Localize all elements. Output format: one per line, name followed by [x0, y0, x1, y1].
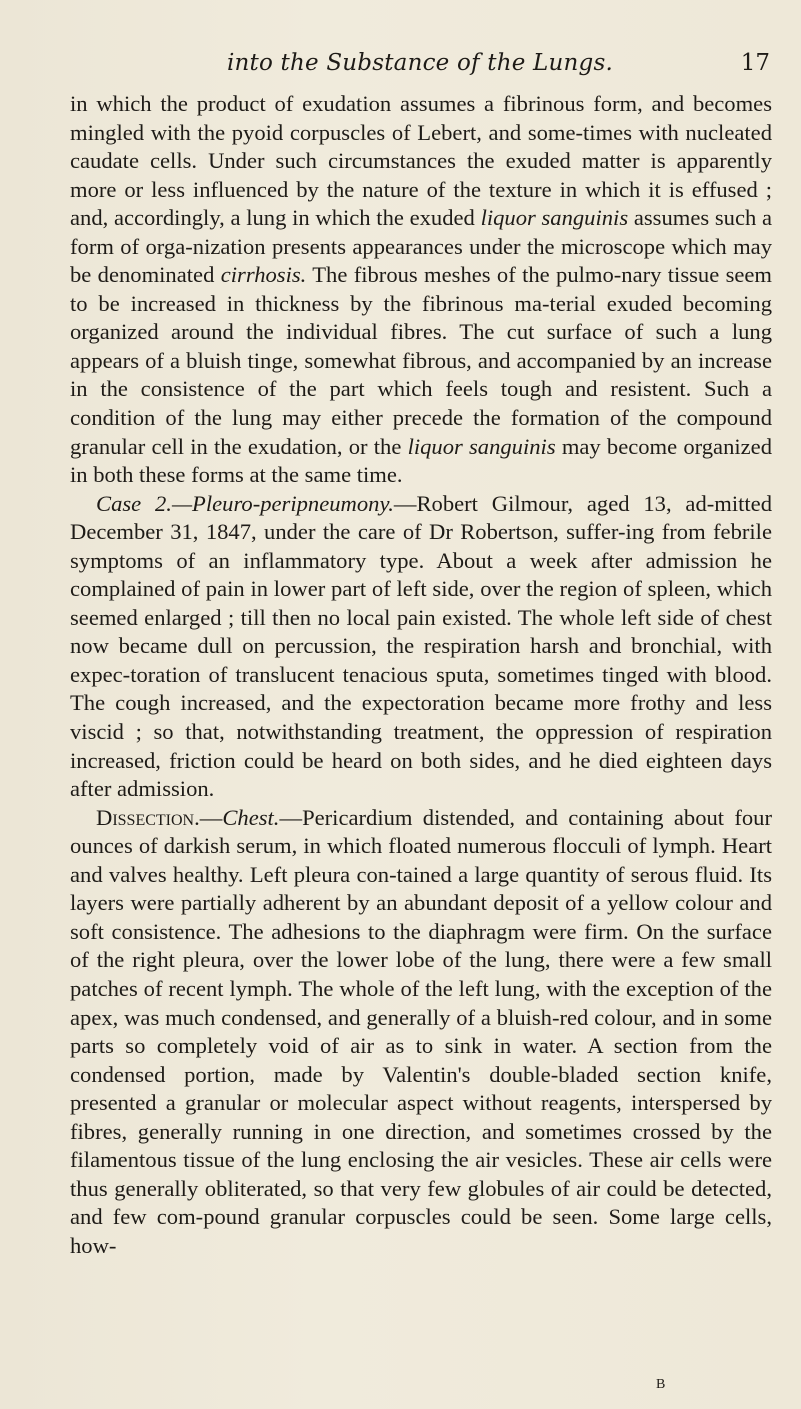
text-run: —Robert Gilmour, aged 13, ad-mitted December 31, 1847, under the care of Dr Robertson, suffer-ing from febrile symptoms of an inflammatory type. About a week after admission he complained of pain in lower part of left side, over the region of spleen, which seemed enlarged ; till then no local pain existed. The whole left side of chest now became dull on percussion, the respiration harsh and bronchial, with expec-toration of translucent tenacious sputa, sometimes tinged with blood. The cough increased, and the expectoration became more frothy and less viscid ; so that, notwithstanding treatment, the oppression of respiration increased, friction could be heard on both sides, and he died eighteen days after admission.: [70, 490, 772, 802]
text-run: —Pericardium distended, and containing about four ounces of darkish serum, in which floated numerous flocculi of lymph. Heart and valves healthy. Left pleura con-tained a large quantity of serous fluid. Its layers were partially adherent by an abundant deposit of a yellow colour and soft consistence. The adhesions to the diaphragm were firm. On the surface of the right pleura, over the lower lobe of the lung, there were a few small patches of recent lymph. The whole of the left lung, with the exception of the apex, was much condensed, and generally of a bluish-red colour, and in some parts so completely void of air as to sink in water. A section from the condensed portion, made by Valentin's double-bladed section knife, presented a granular or molecular aspect without reagents, interspersed by fibres, generally running in one direction, and sometimes crossed by the filamentous tissue of the lung enclosing the air vesicles. These air cells were thus generally obliterated, so that very few globules of air could be detected, and few com-pound granular corpuscles could be seen. Some large cells, how-: [70, 804, 772, 1258]
paragraph-dissection: [70, 804, 772, 1261]
text-run: in which the product of exudation assumes a fibrinous form, and becomes mingled with the pyoid corpuscles of Lebert, and some-times with nucleated caudate cells. Under such circumstances the exuded matter is apparently more or less influenced by the nature of the texture in which it is effused ; and, accordingly, a lung in which the exuded: [70, 91, 772, 231]
italic-term: cirrhosis.: [220, 262, 307, 288]
text-run: may become organized in both these forms at the same time.: [70, 433, 773, 488]
italic-term: liquor sanguinis: [407, 433, 556, 459]
chest-subheading: Chest.: [222, 804, 280, 830]
signature-mark: B: [656, 1377, 666, 1392]
page-number: 17: [740, 50, 770, 76]
paragraph-cirrhosis: [70, 90, 772, 490]
running-title: into the Substance of the Lungs.: [226, 50, 613, 76]
italic-term: liquor sanguinis: [480, 205, 629, 231]
body-text: [70, 90, 772, 1260]
text-run: The fibrous meshes of the pulmo-nary tissue seem to be increased in thickness by the fibrinous ma-terial exuded becoming organized around the individual fibres. The cut surface of such a lung appears of a bluish tinge, somewhat fibrous, and accompanied by an increase in the consistence of the part which feels tough and resistent. Such a condition of the lung may either precede the formation of the compound granular cell in the exudation, or the: [70, 262, 772, 459]
dissection-heading: Dissection.: [96, 804, 200, 830]
dash: —: [199, 804, 223, 830]
case-heading: Case 2.—Pleuro-peripneumony.: [96, 490, 394, 516]
text-run: assumes such a form of orga-nization presents appearances under the microscope which may be denominated: [70, 205, 772, 288]
page-header: [70, 50, 770, 84]
paragraph-case-2: [70, 490, 772, 804]
